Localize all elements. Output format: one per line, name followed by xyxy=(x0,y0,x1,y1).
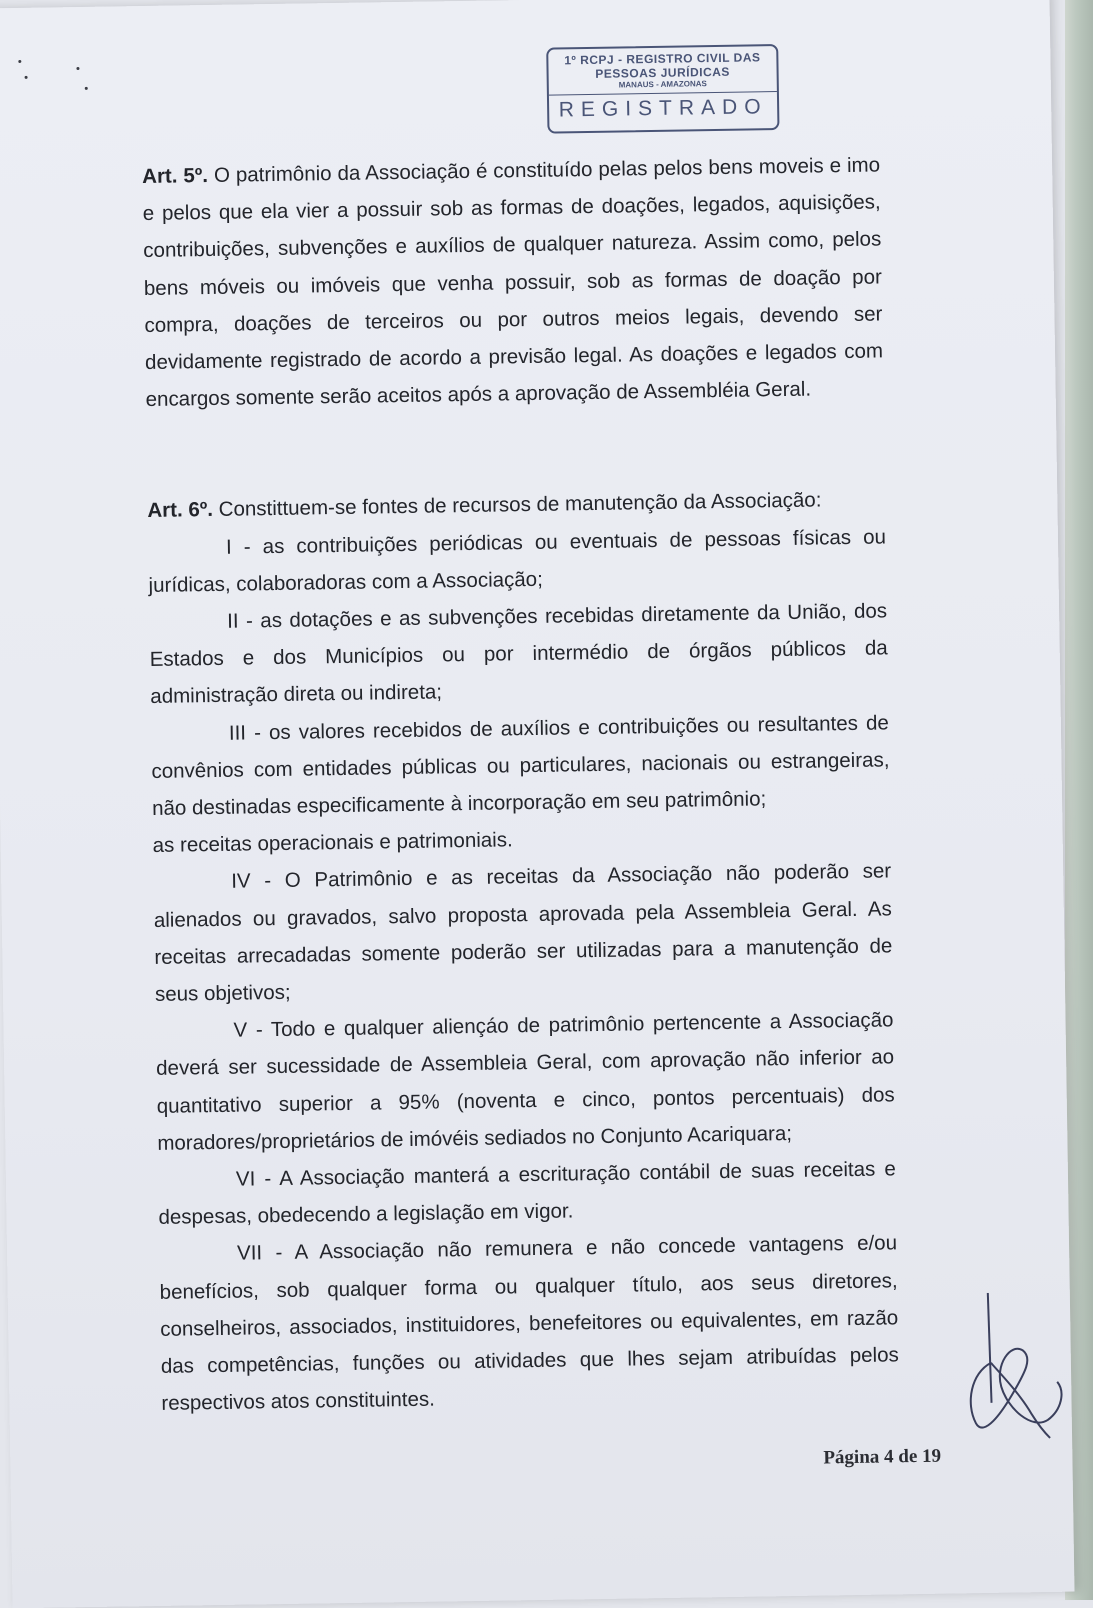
article-6-text: Constittuem-se fontes de recursos de manutenção da Associação: xyxy=(212,488,822,522)
section-gap xyxy=(146,407,885,493)
article-5-text: O patrimônio da Associação é constituído pelas pelos bens moveis e imo e pelos que ela vier a possuir sob as formas de doações, legados, aquisições, contribuições, subvenções e auxílios de qualquer natureza. Assim como, pelos bens móveis ou imóveis que venha possuir, sob as formas de doação por compra, doações de terceiros ou por outros meios legais, devendo ser devidamente registrado de acordo a previsão legal. As doações e legados com encargos somente serão aceitos após a aprovação de Assembléia Geral. xyxy=(142,153,884,412)
page-number: Página 4 de 19 xyxy=(823,1445,942,1469)
document-body xyxy=(142,146,900,1422)
stamp-line-1: 1º RCPJ - REGISTRO CIVIL DAS xyxy=(564,50,761,68)
paper-speck xyxy=(85,87,88,90)
article-6-item-v: V - Todo e qualquer aliençáo de patrimônio pertencente a Associação deverá ser sucessidade de Assembleia Geral, com aprovação não inferior ao quantitativo superior a 95% (noventa e cinco, pontos percentuais) dos moradores/proprietários de imóvéis sediados no Conjunto Acariquara; xyxy=(155,1008,895,1155)
article-6-item-ii: II - as dotações e as subvenções recebidas diretamente da União, dos Estados e dos Municípios ou por intermédio de órgãos públicos da administração direta ou indireta; xyxy=(149,599,888,709)
article-6-item-vii: VII - A Associação não remunera e não concede vantagens e/ou benefícios, sob qualquer forma ou qualquer título, aos seus diretores, conselheiros, associados, instituidores, benefeitores ou equivalentes, em razão das competências, funções ou atividades que lhes sejam atribuídas pelos respectivos atos constituintes. xyxy=(159,1231,899,1416)
article-6-operational-revenues: as receitas operacionais e patrimoniais. xyxy=(152,828,513,858)
article-6-item-i: I - as contribuições periódicas ou eventuais de pessoas físicas ou jurídicas, colaboradoras com a Associação; xyxy=(148,525,887,597)
paper-speck xyxy=(25,76,28,79)
article-5 xyxy=(142,146,884,418)
article-6-label: Art. 6º. xyxy=(147,498,214,523)
article-6-item-iv: IV - O Patrimônio e as receitas da Associação não poderão ser alienados ou gravados, salvo proposta aprovada pela Assembleia Geral. As receitas arrecadadas somente poderão ser utilizadas para a manutenção de seus objetivos; xyxy=(153,859,893,1006)
registration-stamp xyxy=(546,44,779,134)
stamp-line-2: PESSOAS JURÍDICAS xyxy=(595,64,730,81)
paper-speck xyxy=(18,60,21,63)
handwritten-signature xyxy=(960,1291,1082,1443)
paper-speck xyxy=(76,67,79,70)
stamp-registered: REGISTRADO xyxy=(549,91,777,123)
article-6-item-vi: VI - A Associação manterá a escrituração contábil de suas receitas e despesas, obedecendo a legislação em vigor. xyxy=(158,1157,897,1230)
article-6-item-iii: III - os valores recebidos de auxílios e contribuições ou resultantes de convênios com entidades públicas ou particulares, nacionais ou estrangeiras, não destinadas especificamente à incorporação em seu patrimônio; xyxy=(151,711,890,820)
stamp-line-3: MANAUS - AMAZONAS xyxy=(618,79,707,90)
article-5-label: Art. 5º. xyxy=(141,163,209,189)
